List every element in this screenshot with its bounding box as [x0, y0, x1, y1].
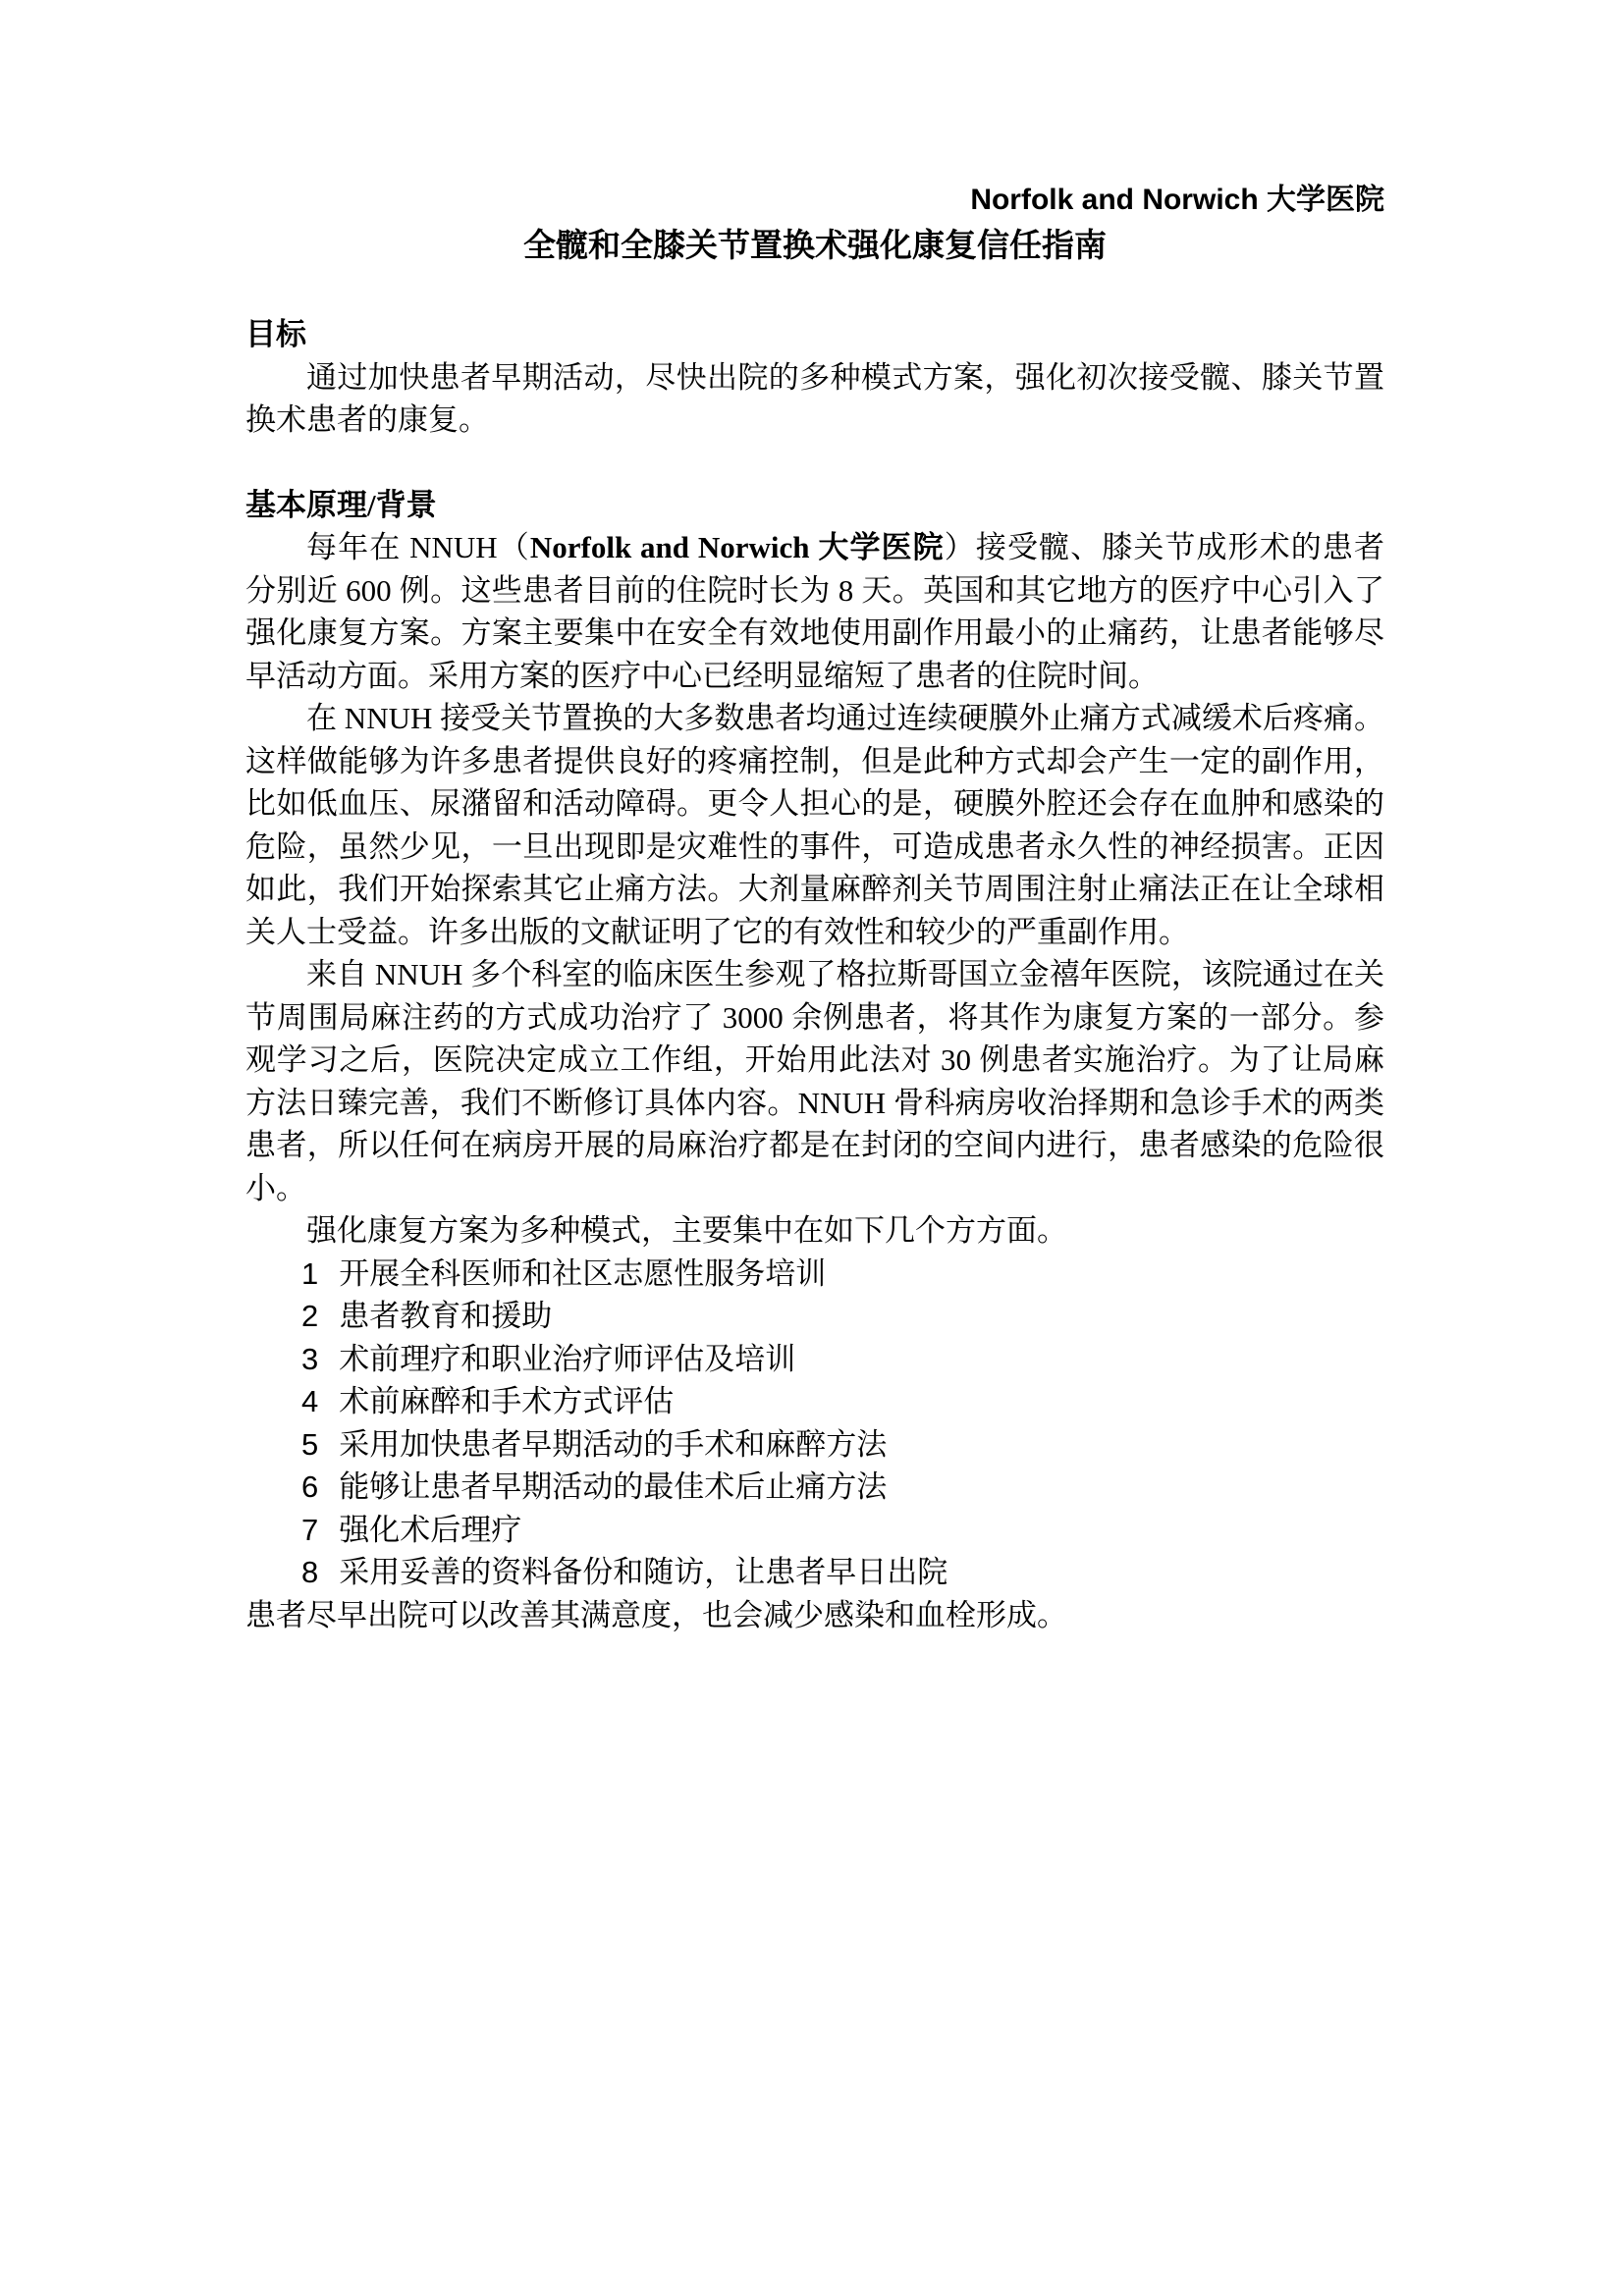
- list-item: [245, 1338, 1384, 1381]
- list-item-number: 3: [301, 1341, 319, 1376]
- list-item-number: 1: [301, 1255, 319, 1291]
- list-item-text: 开展全科医师和社区志愿性服务培训: [339, 1255, 827, 1291]
- section-heading-goal: 目标: [245, 317, 306, 351]
- list-item: [245, 1295, 1384, 1338]
- rationale-p1-pre: 每年在 NNUH（: [306, 530, 530, 564]
- list-item: [245, 1423, 1384, 1467]
- list-item-text: 能够让患者早期活动的最佳术后止痛方法: [339, 1469, 888, 1504]
- list-item: [245, 1466, 1384, 1509]
- document-header-org: Norfolk and Norwich 大学医院: [970, 184, 1384, 216]
- list-item: [245, 1253, 1384, 1296]
- list-item-number: 7: [301, 1512, 319, 1547]
- rationale-paragraph-2: 在 NNUH 接受关节置换的大多数患者均通过连续硬膜外止痛方式减缓术后疼痛。这样做能够为许多患者提供良好的疼痛控制，但是此种方式却会产生一定的副作用，比如低血压、尿潴留和活动障碍。更令人担心的是，硬膜外腔还会存在血肿和感染的危险，虽然少见，一旦出现即是灾难性的事件，可造成患者永久性的神经损害。正因如此，我们开始探索其它止痛方法。大剂量麻醉剂关节周围注射止痛法正在让全球相关人士受益。许多出版的文献证明了它的有效性和较少的严重副作用。: [245, 701, 1384, 949]
- rationale-p1-bold-org: Norfolk and Norwich 大学医院: [529, 530, 945, 564]
- rationale-p1-post: ）接受髋、膝关节成形术的患者分别近 600 例。这些患者目前的住院时长为 8 天。英国和其它地方的医疗中心引入了强化康复方案。方案主要集中在安全有效地使用副作用最小的止痛药，让患者能够尽早活动方面。采用方案的医疗中心已经明显缩短了患者的住院时间。: [245, 530, 1384, 693]
- list-item-text: 术前麻醉和手术方式评估: [339, 1384, 675, 1418]
- list-item: [245, 1380, 1384, 1423]
- rationale-paragraph-4: 强化康复方案为多种模式，主要集中在如下几个方方面。: [306, 1213, 1067, 1248]
- list-item-number: 8: [301, 1555, 319, 1589]
- list-item-text: 术前理疗和职业治疗师评估及培训: [339, 1341, 796, 1376]
- list-item-number: 4: [301, 1384, 319, 1418]
- list-item-number: 6: [301, 1469, 319, 1504]
- document-title: 全髋和全膝关节置换术强化康复信任指南: [523, 229, 1107, 264]
- list-item: [245, 1509, 1384, 1552]
- list-item-text: 患者教育和援助: [339, 1299, 553, 1333]
- list-item-number: 2: [301, 1299, 319, 1333]
- rationale-paragraph-3: 来自 NNUH 多个科室的临床医生参观了格拉斯哥国立金禧年医院，该院通过在关节周围局麻注药的方式成功治疗了 3000 余例患者，将其作为康复方案的一部分。参观学习之后，医院决定成立工作组，开始用此法对 30 例患者实施治疗。为了让局麻方法日臻完善，我们不断修订具体内容。NNUH 骨科病房收治择期和急诊手术的两类患者，所以任何在病房开展的局麻治疗都是在封闭的空间内进行，患者感染的危险很小。: [245, 957, 1384, 1205]
- section-heading-rationale: 基本原理/背景: [245, 487, 437, 522]
- goal-paragraph: 通过加快患者早期活动，尽快出院的多种模式方案，强化初次接受髋、膝关节置换术患者的康复。: [245, 359, 1384, 437]
- list-item: [245, 1551, 1384, 1594]
- list-item-number: 5: [301, 1426, 319, 1462]
- list-item-text: 采用加快患者早期活动的手术和麻醉方法: [339, 1426, 888, 1462]
- modality-list: [245, 1253, 1384, 1594]
- closing-paragraph: 患者尽早出院可以改善其满意度，也会减少感染和血栓形成。: [245, 1597, 1067, 1632]
- list-item-text: 强化术后理疗: [339, 1512, 522, 1547]
- rationale-paragraph-1: [245, 526, 1384, 697]
- list-item-text: 采用妥善的资料备份和随访，让患者早日出院: [339, 1555, 948, 1589]
- document-content: [245, 179, 1384, 1636]
